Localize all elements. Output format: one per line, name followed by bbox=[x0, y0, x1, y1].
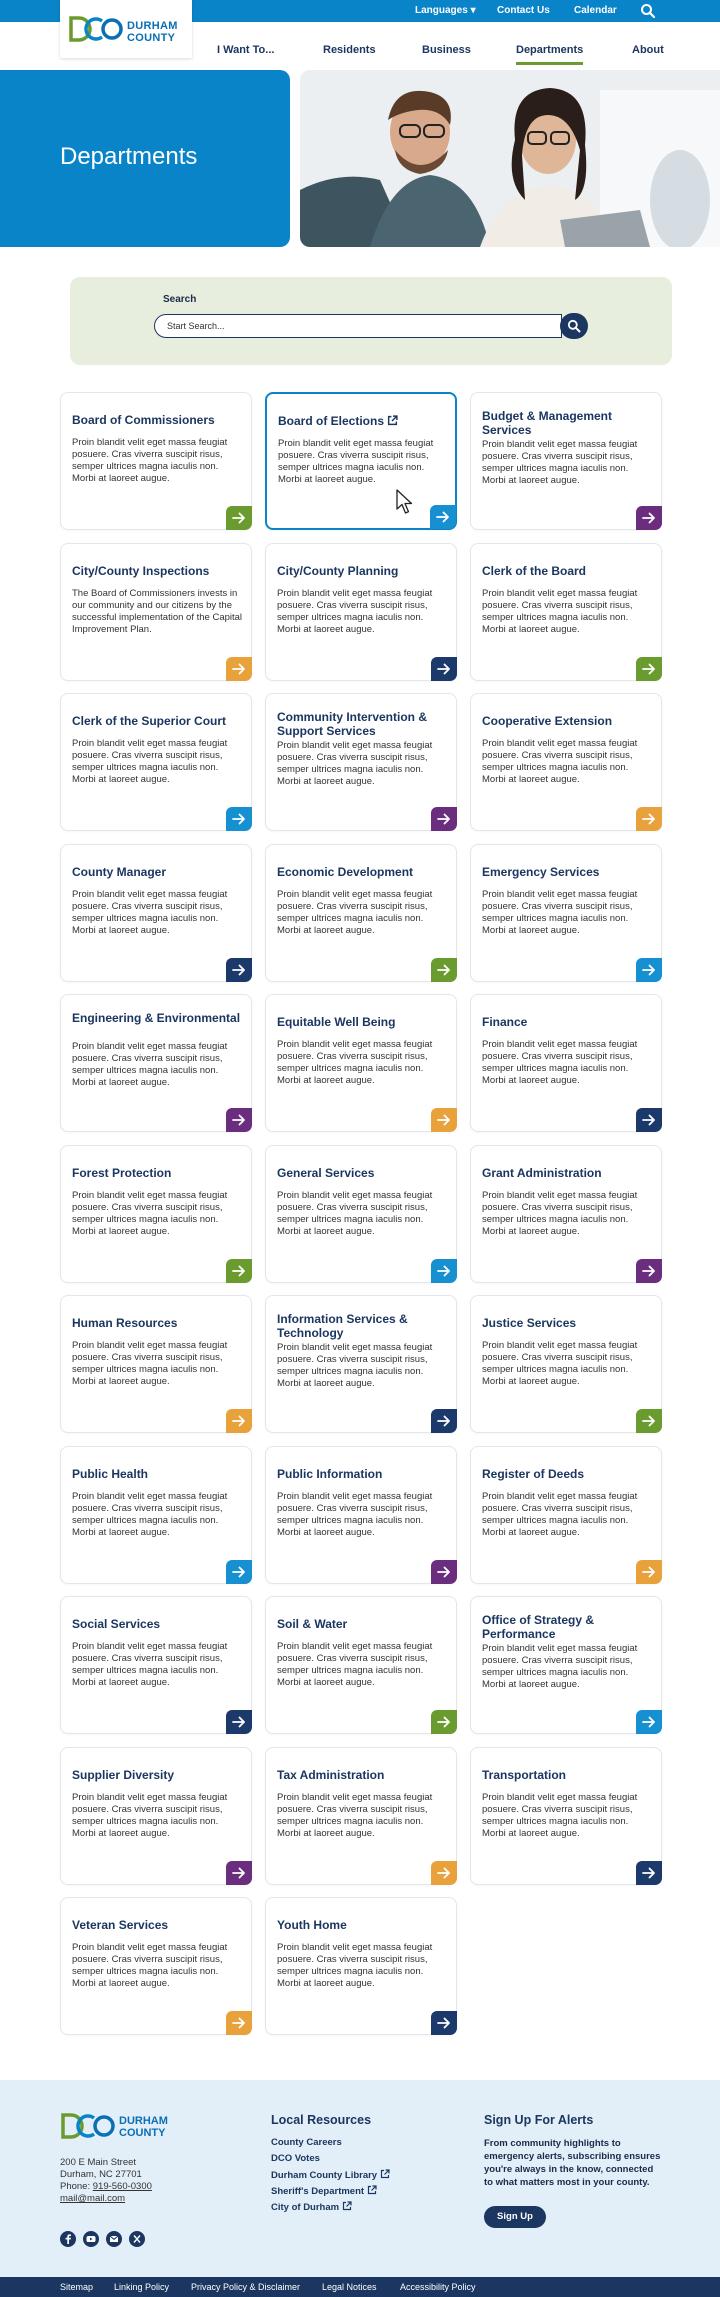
department-title-text: Emergency Services bbox=[482, 865, 600, 879]
arrow-right-button[interactable] bbox=[431, 1108, 457, 1132]
facebook-icon[interactable] bbox=[60, 2231, 76, 2247]
department-card[interactable] bbox=[60, 1145, 252, 1283]
arrow-right-icon bbox=[642, 1265, 656, 1277]
department-card[interactable] bbox=[265, 844, 457, 982]
external-link-icon bbox=[380, 2169, 390, 2179]
department-card[interactable] bbox=[265, 1145, 457, 1283]
department-title-text: Equitable Well Being bbox=[277, 1015, 396, 1029]
department-title[interactable] bbox=[277, 1166, 449, 1180]
department-title[interactable] bbox=[72, 413, 244, 427]
languages-menu[interactable]: Languages ▾ bbox=[415, 5, 476, 16]
search-submit-button[interactable] bbox=[560, 313, 588, 339]
department-card[interactable] bbox=[470, 693, 662, 831]
arrow-right-icon bbox=[437, 1566, 451, 1578]
department-description: Proin blandit velit eget massa feugiat posuere. Cras viverra suscipit risus, semper ultrices magna iaculis non. Morbi at laoreet augue. bbox=[482, 1039, 638, 1086]
arrow-right-icon bbox=[437, 1867, 451, 1879]
department-title-text: Office of Strategy & Performance bbox=[482, 1613, 595, 1641]
department-title[interactable] bbox=[72, 1011, 244, 1025]
arrow-right-button[interactable] bbox=[226, 1409, 252, 1433]
arrow-right-icon bbox=[437, 663, 451, 675]
department-title[interactable] bbox=[482, 1613, 654, 1641]
department-title-text: General Services bbox=[277, 1166, 375, 1180]
department-title-text: Grant Administration bbox=[482, 1166, 602, 1180]
department-title-text: Veteran Services bbox=[72, 1918, 169, 1932]
resource-link-sheriff[interactable] bbox=[271, 2185, 377, 2197]
arrow-right-icon bbox=[232, 512, 246, 524]
department-title-text: Tax Administration bbox=[277, 1768, 385, 1782]
arrow-right-button[interactable] bbox=[431, 1259, 457, 1283]
arrow-right-icon bbox=[437, 2017, 451, 2029]
search-input[interactable] bbox=[154, 314, 562, 338]
department-title-text: Cooperative Extension bbox=[482, 714, 613, 728]
department-description: Proin blandit velit eget massa feugiat posuere. Cras viverra suscipit risus, semper ultrices magna iaculis non. Morbi at laoreet augue. bbox=[277, 1792, 433, 1839]
department-card[interactable] bbox=[470, 1145, 662, 1283]
department-title[interactable] bbox=[72, 1768, 244, 1782]
department-title-text: Forest Protection bbox=[72, 1166, 172, 1180]
resource-link-dco-votes[interactable]: DCO Votes bbox=[271, 2153, 320, 2164]
resource-link-sheriff-label: Sheriff's Department bbox=[271, 2186, 365, 2197]
arrow-right-icon bbox=[642, 964, 656, 976]
arrow-right-icon bbox=[437, 813, 451, 825]
department-card[interactable] bbox=[470, 392, 662, 530]
department-title[interactable] bbox=[482, 714, 654, 728]
department-card[interactable] bbox=[265, 1747, 457, 1885]
youtube-icon[interactable] bbox=[83, 2231, 99, 2247]
arrow-right-button[interactable] bbox=[636, 807, 662, 831]
footer-logo-wordmark bbox=[119, 2115, 168, 2139]
dco-logo-mark bbox=[68, 15, 124, 45]
department-title[interactable] bbox=[482, 1768, 654, 1782]
department-title-text: Register of Deeds bbox=[482, 1467, 585, 1481]
resource-link-city[interactable] bbox=[271, 2201, 352, 2213]
arrow-right-button[interactable] bbox=[226, 657, 252, 681]
footer-logo-line-1: DURHAM bbox=[119, 2115, 168, 2127]
department-title-text: Public Information bbox=[277, 1467, 383, 1481]
department-title[interactable] bbox=[482, 1467, 654, 1481]
department-description: Proin blandit velit eget massa feugiat posuere. Cras viverra suscipit risus, semper ultrices magna iaculis non. Morbi at laoreet augue. bbox=[277, 1491, 433, 1538]
page-title: Departments bbox=[60, 143, 198, 170]
arrow-right-icon bbox=[232, 1265, 246, 1277]
footer-logo-mark[interactable] bbox=[60, 2112, 116, 2142]
department-description: Proin blandit velit eget massa feugiat posuere. Cras viverra suscipit risus, semper ultrices magna iaculis non. Morbi at laoreet augue. bbox=[482, 889, 638, 936]
arrow-right-button[interactable] bbox=[226, 807, 252, 831]
department-title[interactable] bbox=[482, 564, 654, 578]
department-card[interactable] bbox=[265, 1446, 457, 1584]
alerts-description: From community highlights to emergency alerts, subscribing ensures you're always in the know, connected to what matters most in your county. bbox=[484, 2138, 661, 2188]
arrow-right-icon bbox=[642, 1716, 656, 1728]
department-card[interactable] bbox=[265, 392, 457, 530]
privacy-policy-link[interactable]: Privacy Policy & Disclaimer bbox=[191, 2282, 301, 2292]
department-card[interactable] bbox=[265, 543, 457, 681]
arrow-right-button[interactable] bbox=[636, 1108, 662, 1132]
phone-label: Phone: bbox=[60, 2181, 93, 2192]
department-title-text: City/County Planning bbox=[277, 564, 399, 578]
department-title[interactable] bbox=[72, 865, 244, 879]
department-card[interactable] bbox=[470, 1596, 662, 1734]
logo-line-1: DURHAM bbox=[127, 20, 178, 32]
arrow-right-icon bbox=[437, 1716, 451, 1728]
department-title[interactable] bbox=[278, 414, 450, 428]
external-link-icon bbox=[387, 415, 398, 426]
department-description: Proin blandit velit eget massa feugiat posuere. Cras viverra suscipit risus, semper ultrices magna iaculis non. Morbi at laoreet augue. bbox=[277, 1641, 433, 1688]
footer-logo-line-2: COUNTY bbox=[119, 2127, 166, 2139]
mouse-cursor-icon bbox=[396, 489, 414, 515]
calendar-link[interactable]: Calendar bbox=[574, 5, 617, 16]
department-description: Proin blandit velit eget massa feugiat posuere. Cras viverra suscipit risus, semper ultrices magna iaculis non. Morbi at laoreet augue. bbox=[277, 1190, 433, 1237]
arrow-right-button[interactable] bbox=[636, 506, 662, 530]
department-description: Proin blandit velit eget massa feugiat posuere. Cras viverra suscipit risus, semper ultrices magna iaculis non. Morbi at laoreet augue. bbox=[482, 1190, 638, 1237]
department-description: Proin blandit velit eget massa feugiat posuere. Cras viverra suscipit risus, semper ultrices magna iaculis non. Morbi at laoreet augue. bbox=[277, 1942, 433, 1989]
department-description: Proin blandit velit eget massa feugiat posuere. Cras viverra suscipit risus, semper ultrices magna iaculis non. Morbi at laoreet augue. bbox=[482, 1340, 638, 1387]
arrow-right-icon bbox=[232, 964, 246, 976]
department-card[interactable] bbox=[60, 1596, 252, 1734]
arrow-right-icon bbox=[642, 1566, 656, 1578]
department-description: Proin blandit velit eget massa feugiat posuere. Cras viverra suscipit risus, semper ultrices magna iaculis non. Morbi at laoreet augue. bbox=[482, 588, 638, 635]
arrow-right-button[interactable] bbox=[636, 958, 662, 982]
arrow-right-button[interactable] bbox=[226, 1108, 252, 1132]
department-card[interactable] bbox=[60, 1295, 252, 1433]
address-line-1: 200 E Main Street bbox=[60, 2157, 137, 2168]
department-title-text: Community Intervention & Support Services bbox=[277, 710, 428, 738]
department-title-text: County Manager bbox=[72, 865, 167, 879]
arrow-right-icon bbox=[642, 813, 656, 825]
department-card[interactable] bbox=[470, 994, 662, 1132]
department-description: Proin blandit velit eget massa feugiat posuere. Cras viverra suscipit risus, semper ultrices magna iaculis non. Morbi at laoreet augue. bbox=[72, 738, 228, 785]
department-title-text: City/County Inspections bbox=[72, 564, 210, 578]
department-title-text: Clerk of the Board bbox=[482, 564, 587, 578]
department-title-text: Youth Home bbox=[277, 1918, 347, 1932]
department-description: Proin blandit velit eget massa feugiat posuere. Cras viverra suscipit risus, semper ultrices magna iaculis non. Morbi at laoreet augue. bbox=[482, 1491, 638, 1538]
department-description: Proin blandit velit eget massa feugiat posuere. Cras viverra suscipit risus, semper ultrices magna iaculis non. Morbi at laoreet augue. bbox=[72, 1340, 228, 1387]
arrow-right-icon bbox=[232, 1114, 246, 1126]
search-icon[interactable] bbox=[640, 3, 656, 19]
department-description: Proin blandit velit eget massa feugiat posuere. Cras viverra suscipit risus, semper ultrices magna iaculis non. Morbi at laoreet augue. bbox=[277, 588, 433, 635]
search-label: Search bbox=[163, 294, 197, 305]
arrow-right-button[interactable] bbox=[431, 1409, 457, 1433]
department-description: Proin blandit velit eget massa feugiat posuere. Cras viverra suscipit risus, semper ultrices magna iaculis non. Morbi at laoreet augue. bbox=[277, 1342, 433, 1389]
department-title-text: Board of Commissioners bbox=[72, 413, 215, 427]
arrow-right-icon bbox=[436, 511, 450, 523]
department-description: Proin blandit velit eget massa feugiat posuere. Cras viverra suscipit risus, semper ultrices magna iaculis non. Morbi at laoreet augue. bbox=[72, 437, 228, 484]
arrow-right-button[interactable] bbox=[636, 1560, 662, 1584]
external-link-icon bbox=[342, 2201, 352, 2211]
arrow-right-button[interactable] bbox=[226, 1861, 252, 1885]
arrow-right-button[interactable] bbox=[431, 958, 457, 982]
department-card[interactable] bbox=[470, 1747, 662, 1885]
department-title-text: Supplier Diversity bbox=[72, 1768, 175, 1782]
department-title[interactable] bbox=[277, 1768, 449, 1782]
resource-link-city-label: City of Durham bbox=[271, 2202, 340, 2213]
department-title-text: Board of Elections bbox=[278, 414, 385, 428]
resource-link-library[interactable] bbox=[271, 2169, 390, 2181]
department-description: Proin blandit velit eget massa feugiat posuere. Cras viverra suscipit risus, semper ultrices magna iaculis non. Morbi at laoreet augue. bbox=[72, 1942, 228, 1989]
arrow-right-icon bbox=[642, 1114, 656, 1126]
department-description: Proin blandit velit eget massa feugiat posuere. Cras viverra suscipit risus, semper ultrices magna iaculis non. Morbi at laoreet augue. bbox=[72, 889, 228, 936]
department-card[interactable] bbox=[470, 844, 662, 982]
logo-wordmark bbox=[127, 20, 178, 44]
department-card[interactable] bbox=[60, 994, 252, 1132]
department-title-text: Information Services & Technology bbox=[277, 1312, 408, 1340]
department-title[interactable] bbox=[482, 865, 654, 879]
arrow-right-icon bbox=[642, 1415, 656, 1427]
arrow-right-button[interactable] bbox=[226, 1560, 252, 1584]
department-card[interactable] bbox=[265, 1295, 457, 1433]
arrow-right-button[interactable] bbox=[431, 1861, 457, 1885]
department-title[interactable] bbox=[72, 714, 244, 728]
arrow-right-icon bbox=[232, 813, 246, 825]
department-card[interactable] bbox=[60, 1897, 252, 2035]
nav-business[interactable]: Business bbox=[422, 44, 471, 56]
department-description: Proin blandit velit eget massa feugiat posuere. Cras viverra suscipit risus, semper ultrices magna iaculis non. Morbi at laoreet augue. bbox=[72, 1792, 228, 1839]
arrow-right-icon bbox=[642, 512, 656, 524]
department-card[interactable] bbox=[265, 693, 457, 831]
logo-line-2: COUNTY bbox=[127, 32, 176, 44]
email-link[interactable]: mail@mail.com bbox=[60, 2193, 126, 2204]
arrow-right-button[interactable] bbox=[431, 1560, 457, 1584]
arrow-right-button[interactable] bbox=[636, 1710, 662, 1734]
arrow-right-button[interactable] bbox=[430, 505, 456, 529]
address-line-2: Durham, NC 27701 bbox=[60, 2169, 142, 2180]
arrow-right-icon bbox=[232, 1566, 246, 1578]
external-link-icon bbox=[367, 2185, 377, 2195]
contact-us-link[interactable]: Contact Us bbox=[497, 5, 550, 16]
department-title[interactable] bbox=[482, 1166, 654, 1180]
resource-link-careers[interactable]: County Careers bbox=[271, 2137, 342, 2148]
department-title[interactable] bbox=[277, 1312, 449, 1340]
department-card[interactable] bbox=[60, 543, 252, 681]
department-description: The Board of Commissioners invests in our community and our citizens by the successful implementation of the Capital Improvement Plan. bbox=[72, 588, 243, 635]
nav-residents[interactable]: Residents bbox=[323, 44, 376, 56]
resource-link-library-label: Durham County Library bbox=[271, 2170, 378, 2181]
department-title[interactable] bbox=[277, 710, 449, 738]
department-description: Proin blandit velit eget massa feugiat posuere. Cras viverra suscipit risus, semper ultrices magna iaculis non. Morbi at laoreet augue. bbox=[277, 889, 433, 936]
hero-people-illustration bbox=[300, 70, 720, 247]
arrow-right-button[interactable] bbox=[431, 2011, 457, 2035]
department-title[interactable] bbox=[72, 1166, 244, 1180]
department-card[interactable] bbox=[60, 693, 252, 831]
department-title[interactable] bbox=[277, 1467, 449, 1481]
email-icon[interactable] bbox=[106, 2231, 122, 2247]
arrow-right-icon bbox=[642, 1867, 656, 1879]
department-title-text: Social Services bbox=[72, 1617, 161, 1631]
arrow-right-icon bbox=[232, 1415, 246, 1427]
arrow-right-button[interactable] bbox=[226, 1259, 252, 1283]
department-title-text: Engineering & Environmental bbox=[72, 1011, 241, 1025]
department-description: Proin blandit velit eget massa feugiat posuere. Cras viverra suscipit risus, semper ultrices magna iaculis non. Morbi at laoreet augue. bbox=[72, 1041, 228, 1088]
arrow-right-button[interactable] bbox=[636, 657, 662, 681]
department-title[interactable] bbox=[72, 1918, 244, 1932]
department-title[interactable] bbox=[482, 409, 654, 437]
department-title[interactable] bbox=[277, 1918, 449, 1932]
sign-up-button[interactable]: Sign Up bbox=[484, 2206, 546, 2228]
arrow-right-button[interactable] bbox=[636, 1409, 662, 1433]
department-description: Proin blandit velit eget massa feugiat posuere. Cras viverra suscipit risus, semper ultrices magna iaculis non. Morbi at laoreet augue. bbox=[482, 738, 638, 785]
linking-policy-link[interactable]: Linking Policy bbox=[114, 2282, 170, 2292]
alerts-heading: Sign Up For Alerts bbox=[484, 2113, 594, 2127]
phone-link[interactable]: 919-560-0300 bbox=[92, 2181, 152, 2192]
department-title[interactable] bbox=[72, 1617, 244, 1631]
arrow-right-icon bbox=[232, 2017, 246, 2029]
phone-line bbox=[60, 2181, 152, 2193]
search-icon bbox=[567, 319, 581, 333]
arrow-right-icon bbox=[642, 663, 656, 675]
department-description: Proin blandit velit eget massa feugiat posuere. Cras viverra suscipit risus, semper ultrices magna iaculis non. Morbi at laoreet augue. bbox=[482, 1643, 638, 1690]
arrow-right-icon bbox=[232, 1716, 246, 1728]
department-card[interactable] bbox=[470, 543, 662, 681]
email-line bbox=[60, 2193, 125, 2205]
department-description: Proin blandit velit eget massa feugiat posuere. Cras viverra suscipit risus, semper ultrices magna iaculis non. Morbi at laoreet augue. bbox=[72, 1190, 228, 1237]
department-card[interactable] bbox=[60, 844, 252, 982]
department-title-text: Public Health bbox=[72, 1467, 149, 1481]
department-card[interactable] bbox=[60, 1446, 252, 1584]
department-title-text: Budget & Management Services bbox=[482, 409, 613, 437]
department-title[interactable] bbox=[277, 865, 449, 879]
arrow-right-icon bbox=[232, 663, 246, 675]
department-title[interactable] bbox=[277, 564, 449, 578]
arrow-right-icon bbox=[437, 1415, 451, 1427]
hero-photo bbox=[300, 70, 720, 247]
nav-i-want-to[interactable]: I Want To... bbox=[217, 44, 275, 56]
arrow-right-icon bbox=[437, 1114, 451, 1126]
department-description: Proin blandit velit eget massa feugiat posuere. Cras viverra suscipit risus, semper ultrices magna iaculis non. Morbi at laoreet augue. bbox=[482, 439, 638, 486]
site-logo[interactable] bbox=[60, 0, 192, 58]
department-description: Proin blandit velit eget massa feugiat posuere. Cras viverra suscipit risus, semper ultrices magna iaculis non. Morbi at laoreet augue. bbox=[277, 740, 433, 787]
x-icon[interactable] bbox=[129, 2231, 145, 2247]
department-title-text: Transportation bbox=[482, 1768, 567, 1782]
arrow-right-button[interactable] bbox=[431, 807, 457, 831]
department-title-text: Human Resources bbox=[72, 1316, 178, 1330]
department-title-text: Economic Development bbox=[277, 865, 414, 879]
department-card[interactable] bbox=[60, 392, 252, 530]
sitemap-link[interactable]: Sitemap bbox=[60, 2282, 94, 2292]
department-card[interactable] bbox=[265, 994, 457, 1132]
arrow-right-button[interactable] bbox=[226, 2011, 252, 2035]
department-card[interactable] bbox=[60, 1747, 252, 1885]
arrow-right-button[interactable] bbox=[431, 1710, 457, 1734]
department-title[interactable] bbox=[482, 1316, 654, 1330]
department-card[interactable] bbox=[470, 1295, 662, 1433]
arrow-right-button[interactable] bbox=[226, 506, 252, 530]
department-title[interactable] bbox=[72, 1316, 244, 1330]
department-title-text: Justice Services bbox=[482, 1316, 577, 1330]
department-title-text: Finance bbox=[482, 1015, 528, 1029]
arrow-right-button[interactable] bbox=[226, 958, 252, 982]
department-title[interactable] bbox=[482, 1015, 654, 1029]
department-title-text: Clerk of the Superior Court bbox=[72, 714, 227, 728]
department-title-text: Soil & Water bbox=[277, 1617, 348, 1631]
department-description: Proin blandit velit eget massa feugiat posuere. Cras viverra suscipit risus, semper ultrices magna iaculis non. Morbi at laoreet augue. bbox=[277, 1039, 433, 1086]
department-description: Proin blandit velit eget massa feugiat posuere. Cras viverra suscipit risus, semper ultrices magna iaculis non. Morbi at laoreet augue. bbox=[72, 1491, 228, 1538]
department-card[interactable] bbox=[470, 1446, 662, 1584]
department-description: Proin blandit velit eget massa feugiat posuere. Cras viverra suscipit risus, semper ultrices magna iaculis non. Morbi at laoreet augue. bbox=[482, 1792, 638, 1839]
department-card[interactable] bbox=[265, 1897, 457, 2035]
department-title[interactable] bbox=[72, 1467, 244, 1481]
arrow-right-button[interactable] bbox=[636, 1861, 662, 1885]
accessibility-policy-link[interactable]: Accessibility Policy bbox=[400, 2282, 476, 2292]
nav-about[interactable]: About bbox=[632, 44, 664, 56]
local-resources-heading: Local Resources bbox=[271, 2113, 372, 2127]
arrow-right-icon bbox=[232, 1867, 246, 1879]
department-title[interactable] bbox=[277, 1015, 449, 1029]
department-card[interactable] bbox=[265, 1596, 457, 1734]
legal-notices-link[interactable]: Legal Notices bbox=[322, 2282, 377, 2292]
department-title[interactable] bbox=[277, 1617, 449, 1631]
arrow-right-button[interactable] bbox=[226, 1710, 252, 1734]
department-description: Proin blandit velit eget massa feugiat posuere. Cras viverra suscipit risus, semper ultrices magna iaculis non. Morbi at laoreet augue. bbox=[278, 438, 434, 485]
department-description: Proin blandit velit eget massa feugiat posuere. Cras viverra suscipit risus, semper ultrices magna iaculis non. Morbi at laoreet augue. bbox=[72, 1641, 228, 1688]
arrow-right-button[interactable] bbox=[431, 657, 457, 681]
nav-departments[interactable]: Departments bbox=[516, 44, 584, 56]
arrow-right-button[interactable] bbox=[636, 1259, 662, 1283]
arrow-right-icon bbox=[437, 1265, 451, 1277]
arrow-right-icon bbox=[437, 964, 451, 976]
department-title[interactable] bbox=[72, 564, 244, 578]
